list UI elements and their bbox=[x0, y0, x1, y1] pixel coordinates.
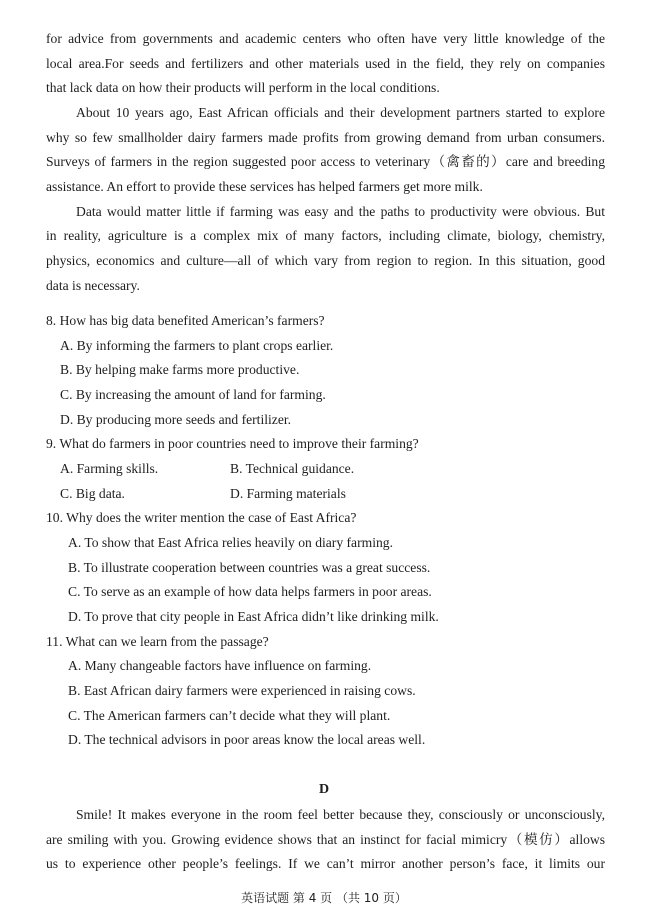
option-a: A. Farming skills. bbox=[60, 461, 159, 476]
option-d: D. By producing more seeds and fertilizer. bbox=[60, 412, 292, 427]
passage-line: are smiling with you. Growing evidence shows that an instinct for facial mimicry（模仿）allows bbox=[46, 832, 605, 847]
question-stem: 8. How has big data benefited American’s farmers? bbox=[46, 313, 325, 328]
option-a: A. By informing the farmers to plant crops earlier. bbox=[60, 338, 334, 353]
option-b: B. Technical guidance. bbox=[230, 461, 355, 476]
option-a: A. To show that East Africa relies heavily on diary farming. bbox=[68, 535, 393, 550]
passage-line: local area.For seeds and fertilizers and other materials used in the field, they rely on companies bbox=[46, 56, 605, 71]
option-c: C. Big data. bbox=[60, 486, 125, 501]
option-b: B. East African dairy farmers were experienced in raising cows. bbox=[68, 683, 416, 698]
option-c: C. The American farmers can’t decide what they will plant. bbox=[68, 708, 391, 723]
option-c: C. By increasing the amount of land for farming. bbox=[60, 387, 326, 402]
passage-line: why so few smallholder dairy farmers made profits from growing demand from urban consumers. bbox=[46, 130, 605, 145]
question-stem: 11. What can we learn from the passage? bbox=[46, 634, 269, 649]
passage-line: that lack data on how their products will perform in the local conditions. bbox=[46, 80, 440, 95]
passage-line: Smile! It makes everyone in the room feel better because they, consciously or unconsciously, bbox=[76, 807, 605, 822]
passage-line: physics, economics and culture—all of which vary from region to region. In this situation, good bbox=[46, 253, 605, 268]
question-stem: 9. What do farmers in poor countries need to improve their farming? bbox=[46, 436, 419, 451]
option-d: D. To prove that city people in East Africa didn’t like drinking milk. bbox=[68, 609, 439, 624]
option-c: C. To serve as an example of how data helps farmers in poor areas. bbox=[68, 584, 432, 599]
section-heading: D bbox=[318, 782, 330, 797]
passage-line: Surveys of farmers in the region suggested poor access to veterinary（禽畜的）care and breeding bbox=[46, 154, 605, 169]
passage-line: Data would matter little if farming was easy and the paths to productivity were obvious. But bbox=[76, 204, 605, 219]
page-footer: 英语试题 第 4 页 （共 10 页） bbox=[241, 891, 407, 905]
option-d: D. The technical advisors in poor areas know the local areas well. bbox=[68, 732, 426, 747]
passage-line: for advice from governments and academic centers who often have very little knowledge of the bbox=[46, 31, 605, 46]
passage-line: in reality, agriculture is a complex mix of many factors, including climate, biology, chemistry, bbox=[46, 228, 605, 243]
passage-line: data is necessary. bbox=[46, 278, 140, 293]
passage-line: us to experience other people’s feelings. If we can’t mirror another person’s face, it limits our bbox=[46, 856, 605, 871]
option-b: B. By helping make farms more productive. bbox=[60, 362, 300, 377]
option-a: A. Many changeable factors have influence on farming. bbox=[68, 658, 372, 673]
passage-line: assistance. An effort to provide these services has helped farmers get more milk. bbox=[46, 179, 483, 194]
option-d: D. Farming materials bbox=[230, 486, 346, 501]
option-b: B. To illustrate cooperation between countries was a great success. bbox=[68, 560, 431, 575]
passage-line: About 10 years ago, East African officials and their development partners started to explore bbox=[76, 105, 605, 120]
question-stem: 10. Why does the writer mention the case of East Africa? bbox=[46, 510, 357, 525]
